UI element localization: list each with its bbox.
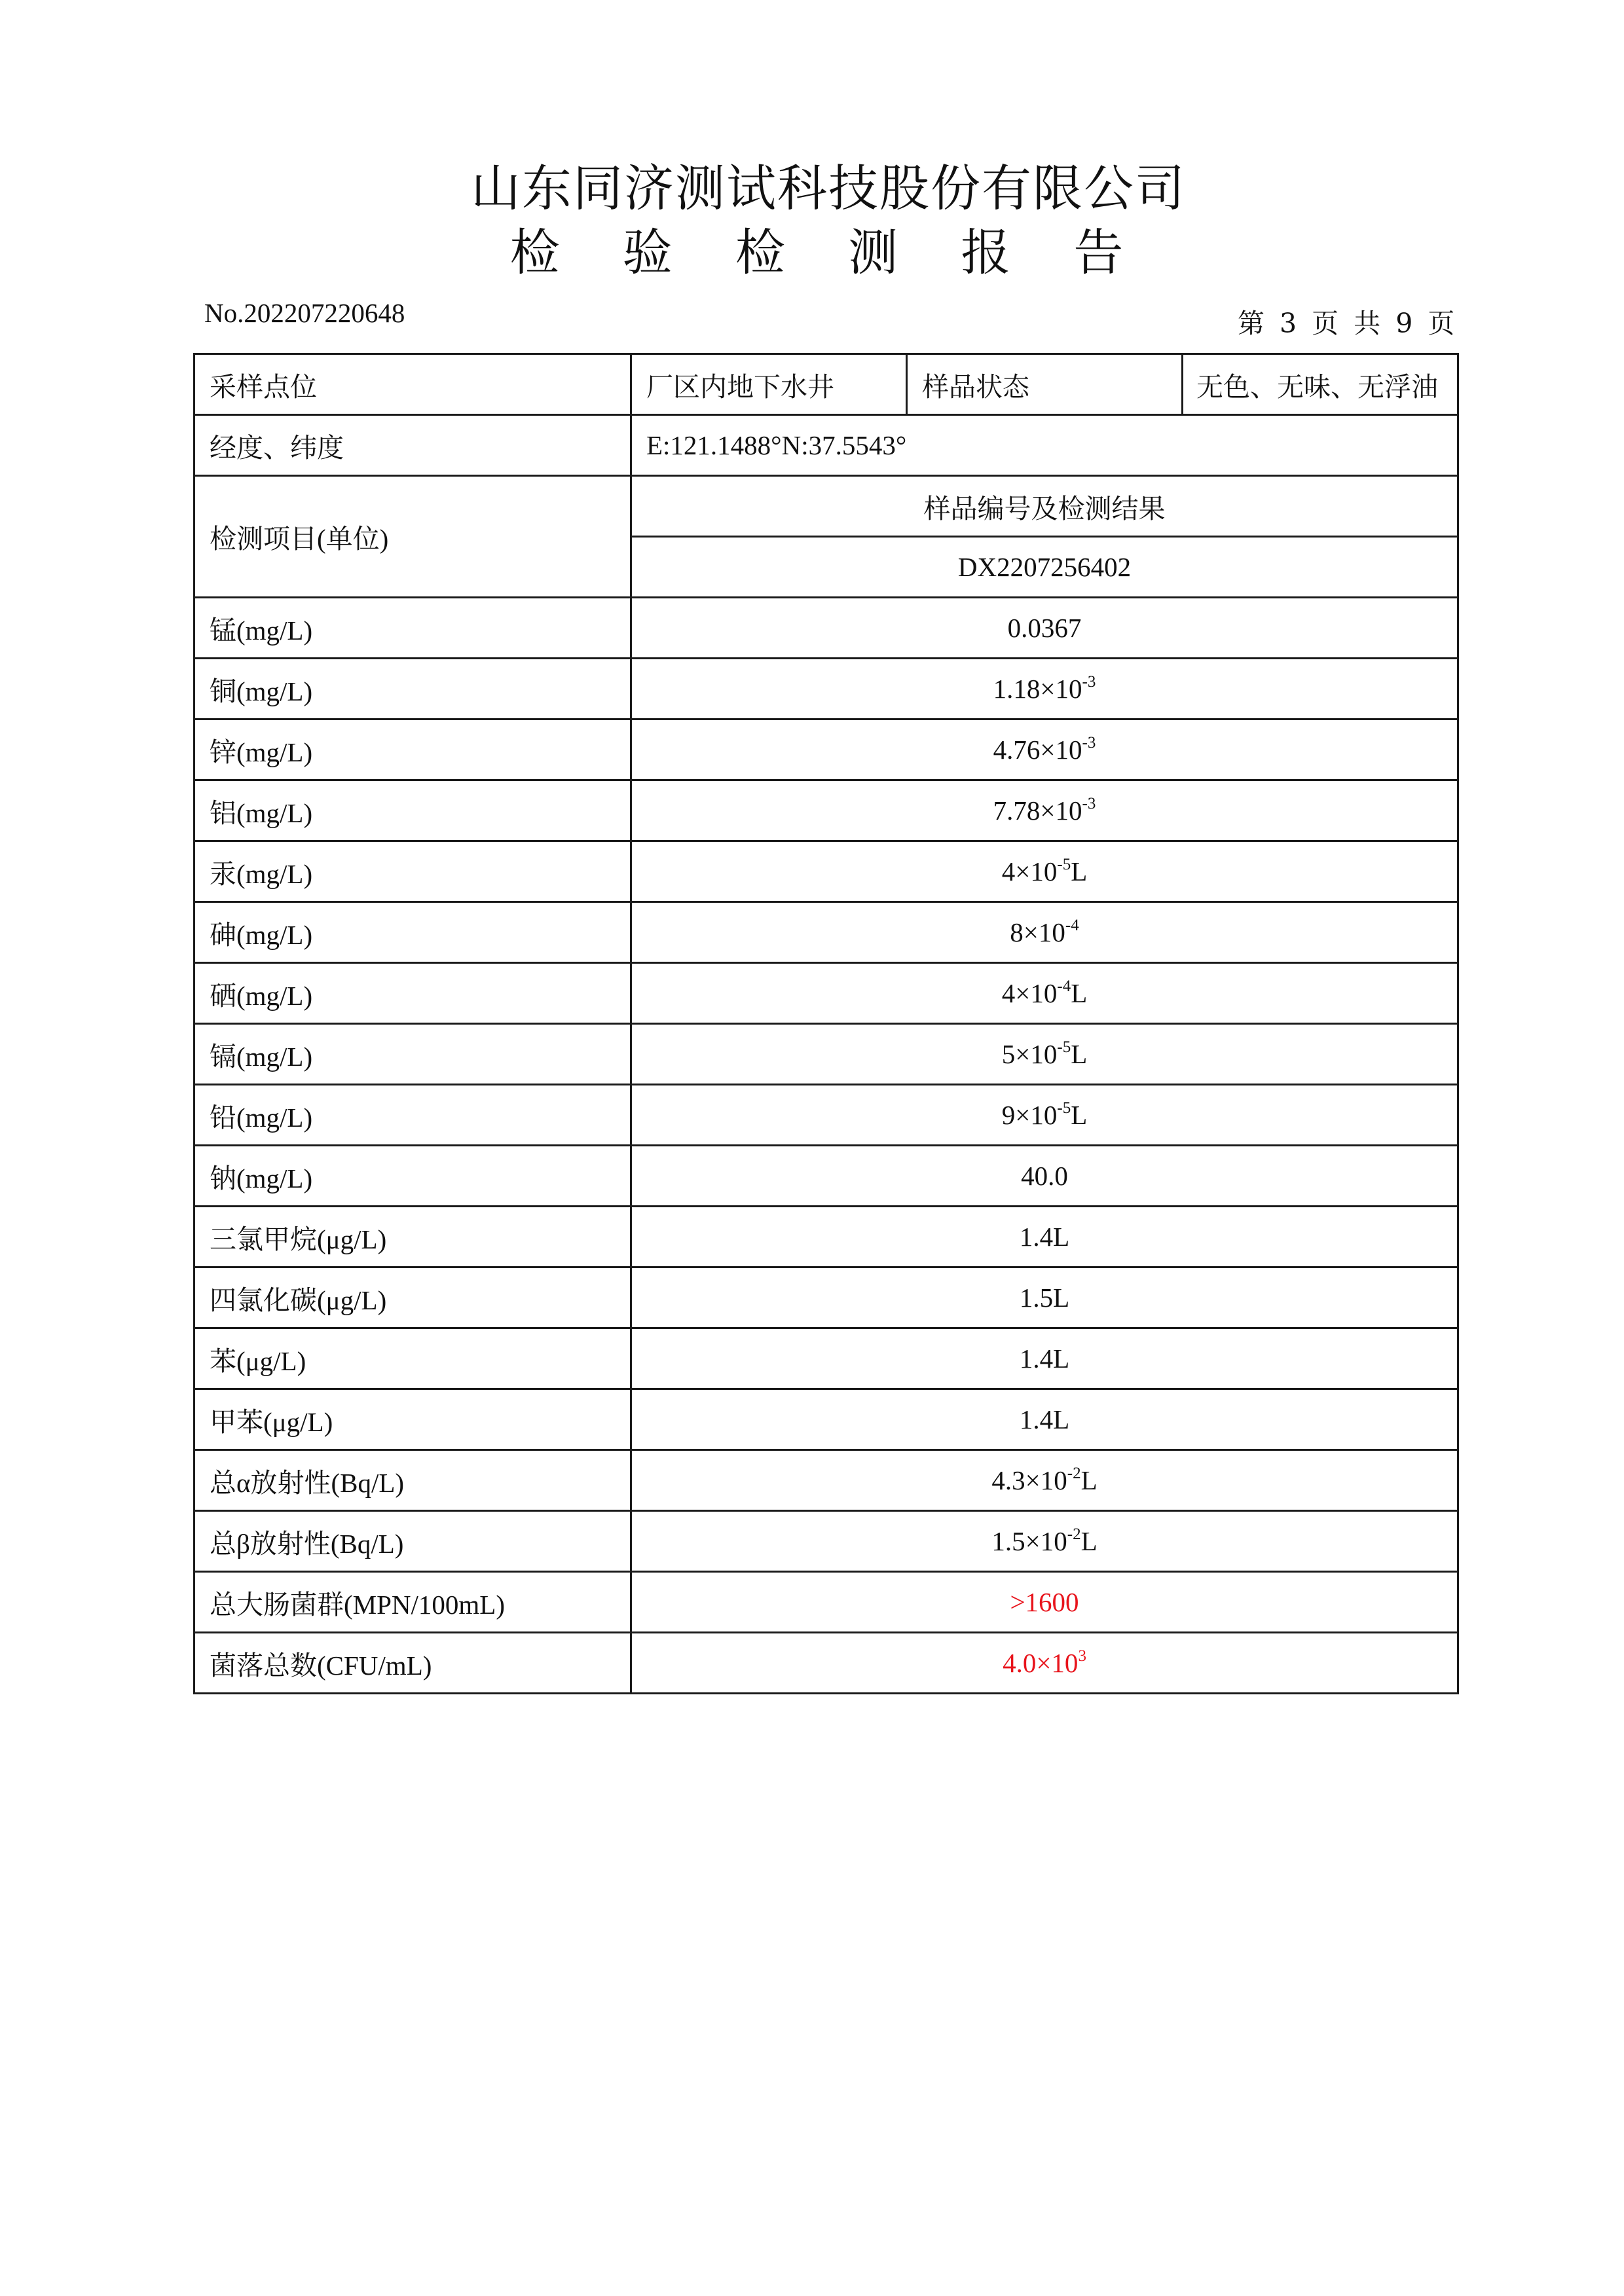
- test-result: [631, 1633, 1458, 1694]
- test-result: [631, 780, 1458, 841]
- sampling-row: [194, 354, 1458, 415]
- table-row: [194, 598, 1458, 659]
- report-title: 检 验 检 测 报 告: [509, 223, 1147, 282]
- table-row: [194, 1267, 1458, 1328]
- test-item: 总大肠菌群(MPN/100mL): [194, 1572, 631, 1633]
- test-item: 锰(mg/L): [194, 598, 631, 659]
- test-item: 铅(mg/L): [194, 1085, 631, 1146]
- result-suffix: L: [1080, 1465, 1098, 1495]
- test-item: 总α放射性(Bq/L): [194, 1450, 631, 1511]
- table-row: [194, 780, 1458, 841]
- result-suffix: L: [1071, 1039, 1088, 1069]
- table-row: [194, 1572, 1458, 1633]
- results-table: [193, 353, 1459, 1694]
- test-result: [631, 1450, 1458, 1511]
- test-result: [631, 1024, 1458, 1085]
- test-result: [631, 1267, 1458, 1328]
- test-item: 钠(mg/L): [194, 1146, 631, 1207]
- result-exponent: -2: [1067, 1465, 1081, 1483]
- test-item: 铝(mg/L): [194, 780, 631, 841]
- test-item: 锌(mg/L): [194, 720, 631, 780]
- test-item: 汞(mg/L): [194, 841, 631, 902]
- result-value: 1.18×10: [993, 674, 1082, 704]
- test-item: 铜(mg/L): [194, 659, 631, 720]
- result-suffix: L: [1071, 978, 1088, 1008]
- coordinates-label: 经度、纬度: [194, 415, 631, 476]
- table-row: [194, 1328, 1458, 1389]
- table-row: [194, 659, 1458, 720]
- result-value: 5×10: [1001, 1039, 1058, 1069]
- result-exponent: -3: [1082, 734, 1096, 752]
- result-value: 4.3×10: [991, 1465, 1067, 1495]
- table-row: [194, 720, 1458, 780]
- result-value: 8×10: [1010, 917, 1065, 947]
- result-exponent: -4: [1065, 917, 1079, 935]
- result-exponent: -2: [1067, 1525, 1081, 1544]
- result-value: 4×10: [1001, 978, 1058, 1008]
- test-item: 总β放射性(Bq/L): [194, 1511, 631, 1572]
- result-exponent: -5: [1057, 856, 1071, 874]
- result-exponent: -4: [1057, 977, 1071, 996]
- table-row: [194, 1085, 1458, 1146]
- test-item: 砷(mg/L): [194, 902, 631, 963]
- result-suffix: L: [1071, 856, 1088, 886]
- test-result: [631, 1085, 1458, 1146]
- sample-state-value: 无色、无味、无浮油: [1183, 354, 1458, 415]
- result-exponent: -5: [1057, 1038, 1071, 1057]
- table-row: [194, 1207, 1458, 1267]
- test-result: [631, 1146, 1458, 1207]
- result-exponent: 3: [1078, 1647, 1086, 1666]
- result-exponent: -5: [1057, 1099, 1071, 1118]
- result-value: 7.78×10: [993, 795, 1082, 826]
- coordinates-row: [194, 415, 1458, 476]
- test-result: [631, 841, 1458, 902]
- result-suffix: L: [1071, 1100, 1088, 1130]
- sample-id: DX2207256402: [631, 537, 1458, 598]
- test-result: [631, 720, 1458, 780]
- table-row: [194, 1024, 1458, 1085]
- sampling-point-value: 厂区内地下水井: [631, 354, 907, 415]
- report-number: No.202207220648: [204, 298, 405, 328]
- result-value: 9×10: [1001, 1100, 1058, 1130]
- test-result: [631, 659, 1458, 720]
- item-header: 检测项目(单位): [194, 476, 631, 598]
- result-exponent: -3: [1082, 673, 1096, 691]
- test-result: [631, 1328, 1458, 1389]
- test-item: 三氯甲烷(μg/L): [194, 1207, 631, 1267]
- test-result: [631, 1207, 1458, 1267]
- header-row: [194, 476, 1458, 537]
- result-exponent: -3: [1082, 795, 1096, 813]
- result-value: 4.0×10: [1003, 1648, 1079, 1678]
- result-value: >1600: [1010, 1587, 1079, 1617]
- table-row: [194, 1389, 1458, 1450]
- test-result: [631, 1511, 1458, 1572]
- test-result: [631, 902, 1458, 963]
- test-item: 四氯化碳(μg/L): [194, 1267, 631, 1328]
- result-suffix: L: [1080, 1526, 1098, 1556]
- sample-state-label: 样品状态: [907, 354, 1183, 415]
- sampling-point-label: 采样点位: [194, 354, 631, 415]
- test-item: 硒(mg/L): [194, 963, 631, 1024]
- coordinates-value: E:121.1488°N:37.5543°: [631, 415, 1458, 476]
- test-item: 镉(mg/L): [194, 1024, 631, 1085]
- test-result: [631, 598, 1458, 659]
- table-row: [194, 1146, 1458, 1207]
- table-row: [194, 1511, 1458, 1572]
- test-item: 甲苯(μg/L): [194, 1389, 631, 1450]
- test-item: 苯(μg/L): [194, 1328, 631, 1389]
- result-value: 1.4L: [1019, 1404, 1070, 1434]
- table-row: [194, 841, 1458, 902]
- test-result: [631, 1389, 1458, 1450]
- table-row: [194, 1450, 1458, 1511]
- page-indicator: 第 3 页 共 9 页: [1238, 308, 1455, 339]
- result-value: 0.0367: [1007, 613, 1082, 643]
- table-row: [194, 963, 1458, 1024]
- result-value: 4×10: [1001, 856, 1058, 886]
- company-name: 山东同济测试科技股份有限公司: [471, 159, 1186, 217]
- test-item: 菌落总数(CFU/mL): [194, 1633, 631, 1694]
- result-value: 1.4L: [1019, 1343, 1070, 1374]
- result-value: 1.5L: [1019, 1283, 1070, 1313]
- table-row: [194, 1633, 1458, 1694]
- result-value: 1.4L: [1019, 1222, 1070, 1252]
- test-result: [631, 1572, 1458, 1633]
- test-result: [631, 963, 1458, 1024]
- table-row: [194, 902, 1458, 963]
- result-header: 样品编号及检测结果: [631, 476, 1458, 537]
- result-value: 4.76×10: [993, 735, 1082, 765]
- result-value: 1.5×10: [991, 1526, 1067, 1556]
- result-value: 40.0: [1021, 1161, 1068, 1191]
